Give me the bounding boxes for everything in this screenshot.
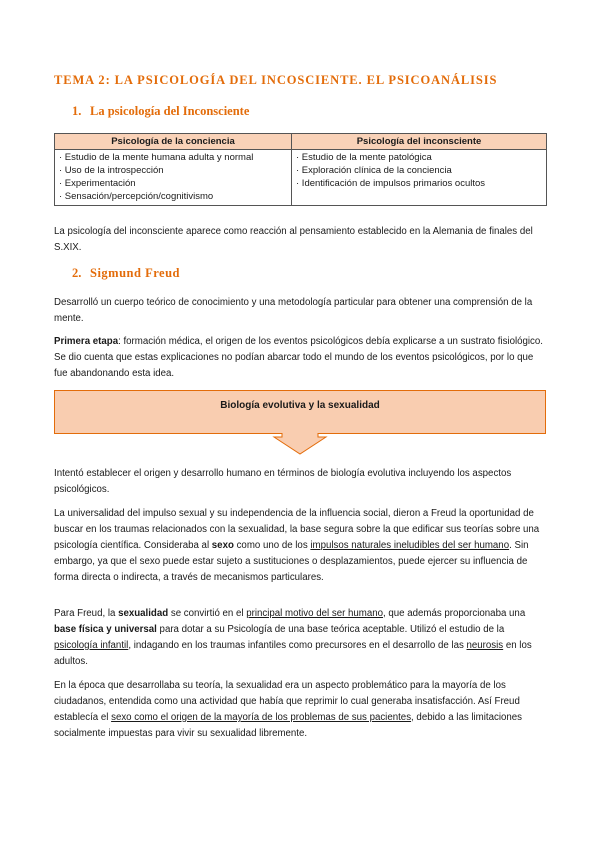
- section-title: Sigmund Freud: [90, 266, 180, 280]
- universal-paragraph: La universalidad del impulso sexual y su independencia de la influencia social, dieron a Freud la oportunidad de buscar en los traumas relacionados con la sexualidad, la base segura sobre la que edificar sus teorías sobre una psicología científica. Consideraba al sexo como uno de los impulsos naturales ineludibles del ser humano. Sin embargo, ya que el sexo puede estar sujeto a sustituciones o desplazamientos, puede ejercer su influencia de forma directa o indirecta, a través de mecanismos particulares.: [54, 508, 540, 583]
- banner-label: Biología evolutiva y la sexualidad: [220, 400, 380, 411]
- term-impulsos: impulsos naturales ineludibles del ser humano: [310, 540, 510, 551]
- section-banner: [54, 390, 546, 434]
- term-psicologia-infantil: psicología infantil: [54, 640, 129, 651]
- table-header-conciencia: Psicología de la conciencia: [55, 134, 292, 150]
- term-neurosis: neurosis: [466, 640, 504, 651]
- table-cell-inconsciente: [292, 150, 547, 206]
- list-item: · Estudio de la mente patológica: [296, 152, 432, 163]
- primera-etapa-paragraph: Primera etapa: formación médica, el origen de los eventos psicológicos debía explicarse a un sustrato fisiológico. Se dio cuenta que estas explicaciones no podían abarcar todo el mundo de los eventos psicológicos, por lo que fue abandonando esta idea.: [54, 336, 543, 379]
- freud-paragraph: Desarrolló un cuerpo teórico de conocimiento y una metodología particular para obtener una comprensión de la mente.: [54, 297, 533, 324]
- list-item: · Estudio de la mente humana adulta y normal: [59, 152, 254, 163]
- term-motivo: principal motivo del ser humano: [246, 608, 384, 619]
- section-number: 2.: [72, 266, 82, 280]
- section-number: 1.: [72, 104, 82, 118]
- sexualidad-paragraph: Para Freud, la sexualidad se convirtió en el principal motivo del ser humano, que además proporcionaba una base física y universal para dotar a su Psicología de una base teórica aceptable. Utilizó el estudio de la psicología infantil, indagando en los traumas infantiles como precursores en el desarrollo de las neurosis en los adultos.: [54, 608, 532, 667]
- list-item: · Experimentación: [59, 178, 136, 189]
- term-sexo: sexo: [211, 540, 234, 551]
- section-heading-inconsciente: [72, 104, 249, 119]
- list-item: · Uso de la introspección: [59, 165, 164, 176]
- term-base: base física y universal: [54, 624, 157, 635]
- list-item: · Sensación/percepción/cognitivismo: [59, 191, 214, 202]
- table-header-inconsciente: Psicología del inconsciente: [292, 134, 547, 150]
- table-cell-conciencia: [55, 150, 292, 206]
- list-item: · Identificación de impulsos primarios ocultos: [296, 178, 486, 189]
- term-origen-problemas: sexo como el origen de la mayoría de los problemas de sus pacientes: [111, 712, 412, 723]
- term-sexualidad: sexualidad: [118, 608, 169, 619]
- origen-paragraph: Intentó establecer el origen y desarrollo humano en términos de biología evolutiva incluyendo los aspectos psicológicos.: [54, 468, 512, 495]
- list-item: · Exploración clínica de la conciencia: [296, 165, 452, 176]
- epoca-paragraph: En la época que desarrollaba su teoría, la sexualidad era un aspecto problemático para la mayoría de los ciudadanos, entendida como una actividad que había que reprimir lo cual generaba insatisfacción. Así Freud establecía el sexo como el origen de la mayoría de los problemas de sus pacientes, debido a las limitaciones socialmente impuestas para vivir su sexualidad libremente.: [54, 680, 522, 739]
- intro-paragraph: La psicología del inconsciente aparece como reacción al pensamiento establecido en la Alemania de finales del S.XIX.: [54, 226, 533, 253]
- comparison-table: [54, 133, 547, 206]
- page-title: TEMA 2: LA PSICOLOGÍA DEL INCOSCIENTE. EL PSICOANÁLISIS: [54, 73, 498, 87]
- section-title: La psicología del Inconsciente: [90, 104, 250, 118]
- primera-etapa-label: Primera etapa: [54, 336, 119, 347]
- section-heading-freud: [72, 266, 180, 281]
